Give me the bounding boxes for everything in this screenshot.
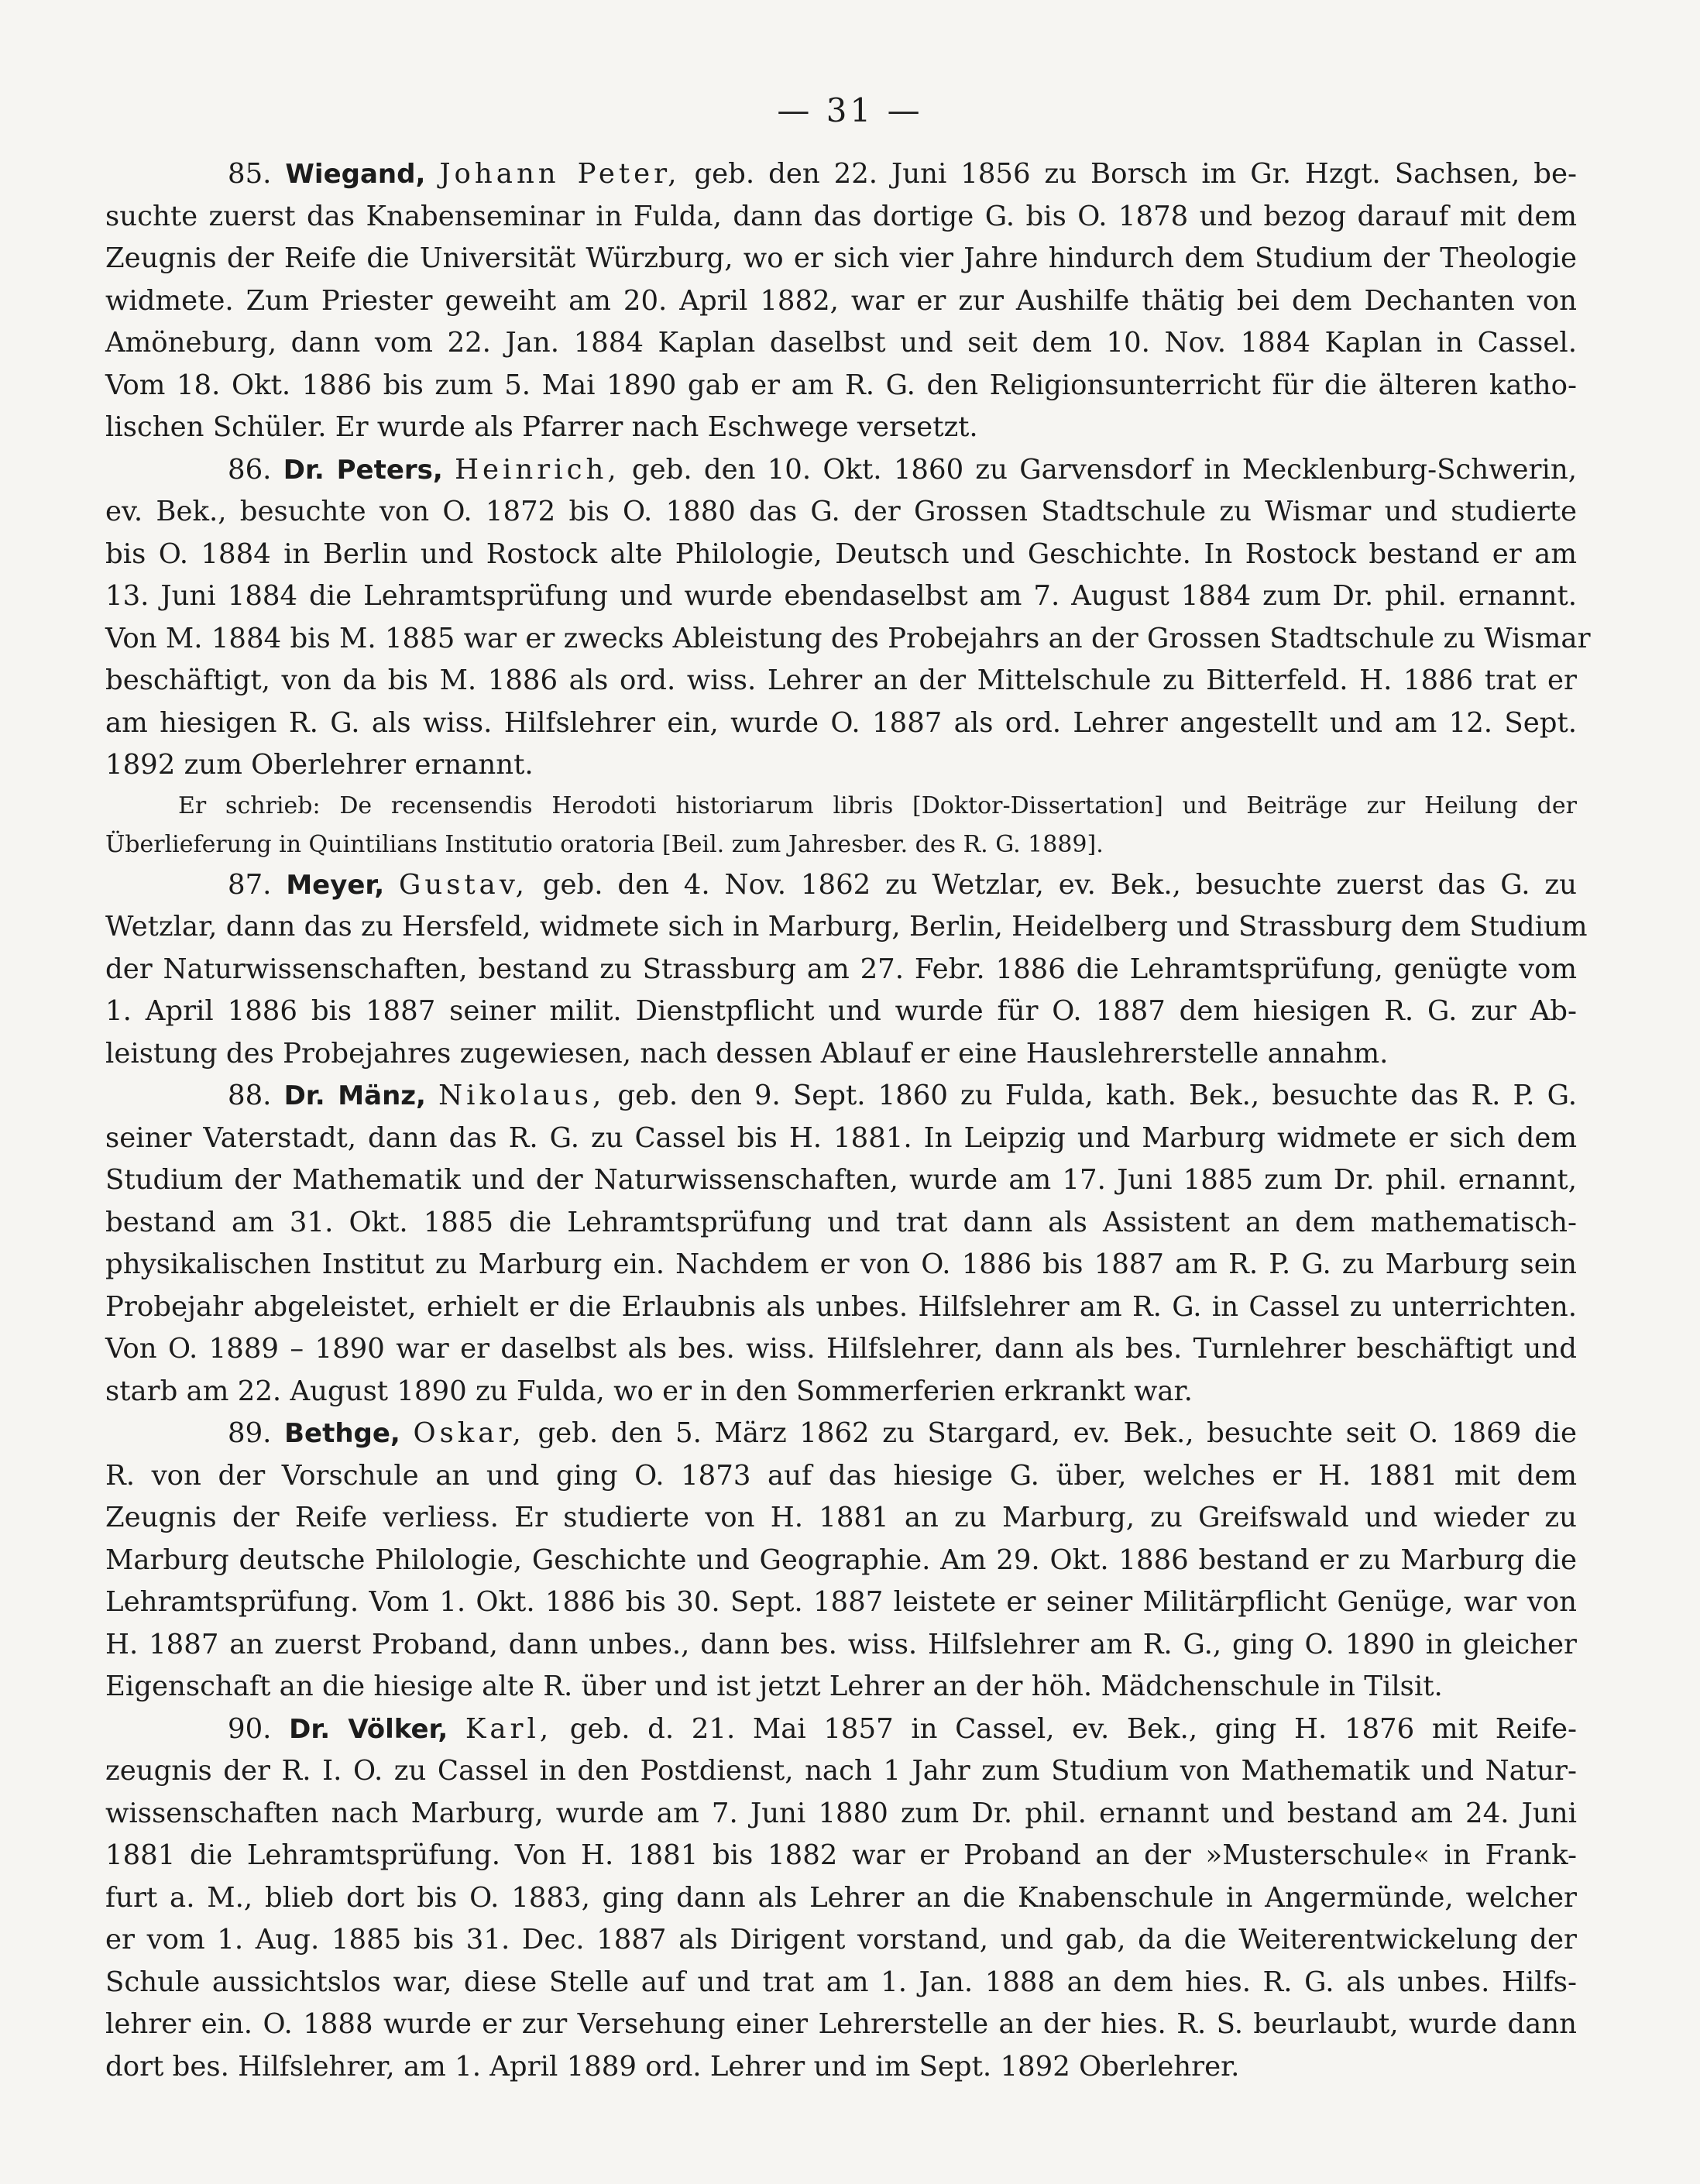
entry-number: 90. bbox=[228, 1712, 272, 1745]
text-line: Zeugnis der Reife verliess. Er studierte von H. 1881 an zu Marburg, zu Greifswald und wieder zu bbox=[105, 1502, 1577, 1533]
text-line: wissenschaften nach Marburg, wurde am 7. Juni 1880 zum Dr. phil. ernannt und bestand am 24. Juni bbox=[105, 1797, 1577, 1829]
text-line: leistung des Probejahres zugewiesen, nach dessen Ablauf er eine Hauslehrerstelle annahm. bbox=[105, 1037, 1389, 1070]
person-name: Dr. Völker, bbox=[289, 1713, 448, 1745]
entry-89 bbox=[105, 1413, 1577, 1708]
text-line: lehrer ein. O. 1888 wurde er zur Versehung einer Lehrerstelle an der hies. R. S. beurlaubt, wurde dann bbox=[105, 2008, 1577, 2040]
text-line: widmete. Zum Priester geweiht am 20. April 1882, war er zur Aushilfe thätig bei dem Dechanten von bbox=[105, 284, 1577, 317]
text-line: dort bes. Hilfslehrer, am 1. April 1889 ord. Lehrer und im Sept. 1892 Oberlehrer. bbox=[105, 2050, 1240, 2083]
entry-number: 89. bbox=[228, 1417, 272, 1449]
text-line: 1. April 1886 bis 1887 seiner milit. Dienstpflicht und wurde für O. 1887 dem hiesigen R. G. zur Ab- bbox=[105, 995, 1577, 1027]
text-line: Probejahr abgeleistet, erhielt er die Erlaubnis als unbes. Hilfslehrer am R. G. in Cassel zu unterrichten. bbox=[105, 1290, 1577, 1323]
text-line: H. 1887 an zuerst Proband, dann unbes., dann bes. wiss. Hilfslehrer am R. G., ging O. 1890 in gleicher bbox=[105, 1628, 1577, 1660]
text-line: 1892 zum Oberlehrer ernannt. bbox=[105, 749, 534, 781]
person-name: Meyer, bbox=[286, 869, 385, 901]
text-line: 1881 die Lehramtsprüfung. Von H. 1881 bis 1882 war er Proband an der »Musterschule« in Frank- bbox=[105, 1839, 1577, 1871]
text-line: 13. Juni 1884 die Lehramtsprüfung und wurde ebendaselbst am 7. August 1884 zum Dr. phil. ernannt. bbox=[105, 580, 1577, 612]
entry-number: 85. bbox=[228, 158, 272, 190]
text-line: Lehramtsprüfung. Vom 1. Okt. 1886 bis 30. Sept. 1887 leistete er seiner Militärpflicht Genüge, war von bbox=[105, 1586, 1577, 1618]
text-line: geb. den 22. Juni 1856 zu Borsch im Gr. Hzgt. Sachsen, be- bbox=[680, 158, 1578, 190]
text-line: lischen Schüler. Er wurde als Pfarrer nach Eschwege versetzt. bbox=[105, 411, 978, 443]
person-first-name: Nikolaus, bbox=[438, 1080, 606, 1111]
entry-first-line bbox=[105, 864, 1577, 907]
text-line: Amöneburg, dann vom 22. Jan. 1884 Kaplan daselbst und seit dem 10. Nov. 1884 Kaplan in Cassel. bbox=[105, 327, 1577, 359]
biography-text bbox=[105, 153, 1591, 2088]
entry-first-line bbox=[105, 449, 1577, 492]
text-line: der Naturwissenschaften, bestand zu Strassburg am 27. Febr. 1886 die Lehramtsprüfung, genügte vom bbox=[105, 953, 1577, 985]
entry-first-line bbox=[105, 153, 1577, 196]
text-line: geb. den 4. Nov. 1862 zu Wetzlar, ev. Bek., besuchte zuerst das G. zu bbox=[527, 868, 1577, 901]
text-line: geb. den 9. Sept. 1860 zu Fulda, kath. Bek., besuchte das R. P. G. bbox=[605, 1080, 1577, 1111]
text-line: geb. den 10. Okt. 1860 zu Garvensdorf in Mecklenburg-Schwerin, bbox=[620, 453, 1578, 486]
entry-first-line bbox=[105, 1413, 1577, 1455]
text-line: R. von der Vorschule an und ging O. 1873 auf das hiesige G. über, welches er H. 1881 mit dem bbox=[105, 1459, 1577, 1492]
text-line: geb. d. 21. Mai 1857 in Cassel, ev. Bek., ging H. 1876 mit Reife- bbox=[552, 1712, 1577, 1745]
text-line: Vom 18. Okt. 1886 bis zum 5. Mai 1890 gab er am R. G. den Religionsunterricht für die älteren katho- bbox=[105, 369, 1577, 401]
entry-85 bbox=[105, 153, 1577, 449]
entry-first-line bbox=[105, 1075, 1577, 1118]
publication-note: Überlieferung in Quintilians Institutio oratoria [Beil. zum Jahresber. des R. G. 1889]. bbox=[105, 830, 1104, 858]
person-first-name: Gustav, bbox=[398, 868, 528, 901]
text-line: suchte zuerst das Knabenseminar in Fulda, dann das dortige G. bis O. 1878 und bezog darauf mit dem bbox=[105, 200, 1577, 232]
text-line: Zeugnis der Reife die Universität Würzburg, wo er sich vier Jahre hindurch dem Studium der Theologie bbox=[105, 242, 1577, 274]
person-name: Dr. Peters, bbox=[283, 454, 443, 486]
person-name: Wiegand, bbox=[285, 159, 426, 190]
text-line: bis O. 1884 in Berlin und Rostock alte Philologie, Deutsch und Geschichte. In Rostock bestand er am bbox=[105, 537, 1577, 570]
text-line: zeugnis der R. I. O. zu Cassel in den Postdienst, nach 1 Jahr zum Studium von Mathematik und Natur- bbox=[105, 1755, 1577, 1787]
text-line: Von O. 1889 – 1890 war er daselbst als bes. wiss. Hilfslehrer, dann als bes. Turnlehrer beschäftigt und bbox=[105, 1333, 1577, 1365]
entry-number: 87. bbox=[228, 868, 272, 901]
text-line: physikalischen Institut zu Marburg ein. Nachdem er von O. 1886 bis 1887 am R. P. G. zu Marburg sein bbox=[105, 1248, 1577, 1280]
entry-first-line bbox=[105, 1708, 1577, 1751]
text-line: Eigenschaft an die hiesige alte R. über und ist jetzt Lehrer an der höh. Mädchenschule in Tilsit. bbox=[105, 1671, 1443, 1702]
entry-number: 88. bbox=[228, 1080, 272, 1111]
text-line: er vom 1. Aug. 1885 bis 31. Dec. 1887 als Dirigent vorstand, und gab, da die Weiterentwickelung der bbox=[105, 1924, 1577, 1956]
text-line: am hiesigen R. G. als wiss. Hilfslehrer ein, wurde O. 1887 als ord. Lehrer angestellt und am 12. Sept. bbox=[105, 706, 1577, 739]
text-line: beschäftigt, von da bis M. 1886 als ord. wiss. Lehrer an der Mittelschule zu Bitterfeld. H. 1886 trat er bbox=[105, 664, 1577, 696]
person-first-name: Oskar, bbox=[413, 1417, 525, 1449]
entry-87 bbox=[105, 864, 1588, 1076]
entry-90 bbox=[105, 1708, 1577, 2089]
entry-88 bbox=[105, 1075, 1577, 1413]
person-first-name: Johann Peter, bbox=[439, 158, 681, 190]
text-line: geb. den 5. März 1862 zu Stargard, ev. Bek., besuchte seit O. 1869 die bbox=[524, 1417, 1577, 1449]
text-line: bestand am 31. Okt. 1885 die Lehramtsprüfung und trat dann als Assistent an dem mathematisch- bbox=[105, 1206, 1577, 1238]
person-first-name: Heinrich, bbox=[455, 453, 620, 486]
person-name: Bethge, bbox=[284, 1418, 400, 1449]
text-line: Studium der Mathematik und der Naturwissenschaften, wurde am 17. Juni 1885 zum Dr. phil. ernannt, bbox=[105, 1164, 1577, 1196]
text-line: furt a. M., blieb dort bis O. 1883, ging dann als Lehrer an die Knabenschule in Angermünde, welcher bbox=[105, 1881, 1577, 1914]
text-line: starb am 22. August 1890 zu Fulda, wo er in den Sommerferien erkrankt war. bbox=[105, 1375, 1193, 1407]
person-name: Dr. Mänz, bbox=[283, 1080, 426, 1111]
person-first-name: Karl, bbox=[465, 1712, 553, 1745]
text-line: Schule aussichtslos war, diese Stelle auf und trat am 1. Jan. 1888 an dem hies. R. G. als unbes. Hilfs- bbox=[105, 1966, 1577, 1998]
text-line: Wetzlar, dann das zu Hersfeld, widmete sich in Marburg, Berlin, Heidelberg und Strassburg dem Studium bbox=[105, 911, 1588, 943]
entry-number: 86. bbox=[228, 453, 272, 486]
text-line: ev. Bek., besuchte von O. 1872 bis O. 1880 das G. der Grossen Stadtschule zu Wismar und studierte bbox=[105, 496, 1577, 527]
text-line: Marburg deutsche Philologie, Geschichte und Geographie. Am 29. Okt. 1886 bestand er zu Marburg die bbox=[105, 1544, 1577, 1576]
publication-note: Er schrieb: De recensendis Herodoti historiarum libris [Doktor-Dissertation] und Beiträge zur Heilung der bbox=[178, 792, 1577, 819]
entry-86 bbox=[105, 449, 1591, 864]
text-line: Von M. 1884 bis M. 1885 war er zwecks Ableistung des Probejahrs an der Grossen Stadtschule zu Wismar bbox=[105, 622, 1591, 654]
text-line: seiner Vaterstadt, dann das R. G. zu Cassel bis H. 1881. In Leipzig und Marburg widmete er sich dem bbox=[105, 1121, 1577, 1154]
page-number: — 31 — bbox=[777, 91, 923, 129]
